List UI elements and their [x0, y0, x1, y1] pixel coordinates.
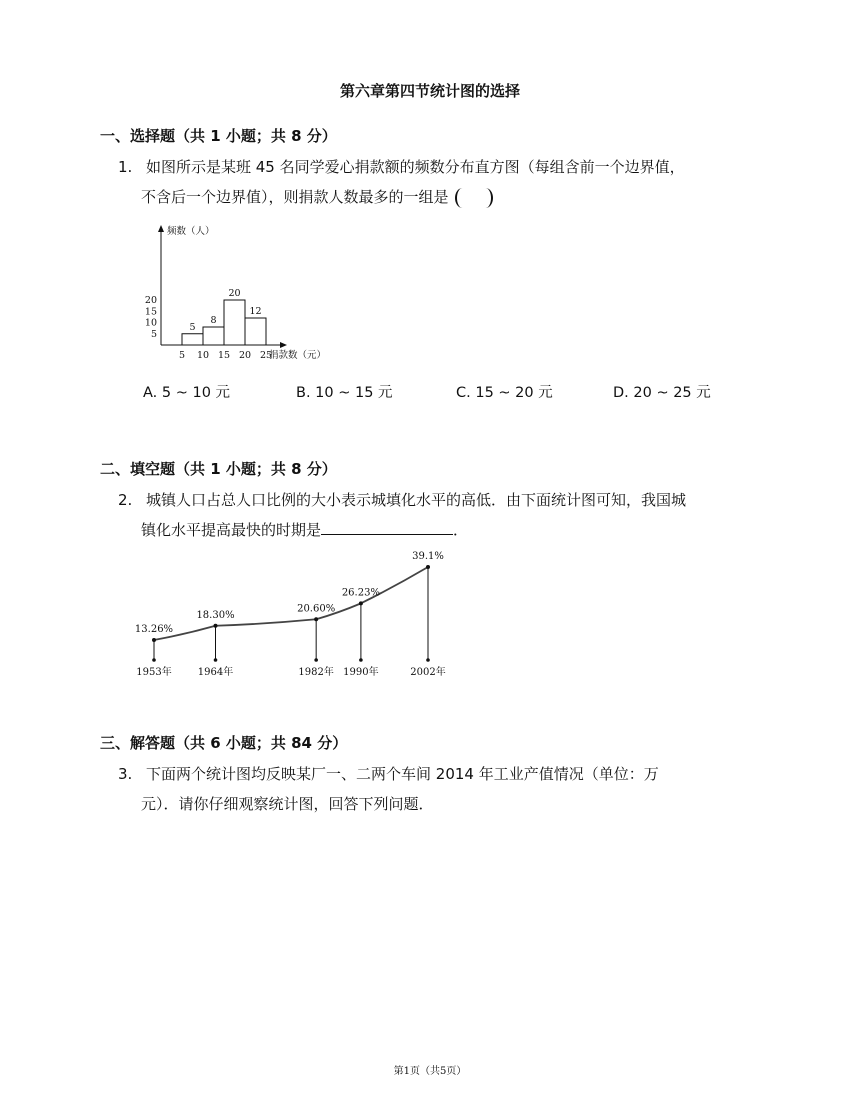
x-tick-label: 1982年 [298, 667, 334, 678]
bar-data-label: 8 [210, 315, 217, 326]
question-2-text-line1: 城镇人口占总人口比例的大小表示城填化水平的高低．由下面统计图可知，我国城 [146, 491, 687, 509]
page-footer: 第1页（共5页） [393, 1066, 467, 1077]
urbanization-series-line [154, 567, 428, 640]
data-point [152, 638, 156, 642]
section-heading-fill: 二、填空题（共 1 小题；共 8 分） [100, 460, 337, 478]
histogram-bar [224, 300, 245, 345]
x-tick-label: 15 [217, 350, 231, 361]
x-tick-label: 10 [196, 350, 210, 361]
data-point [214, 624, 218, 628]
question-1-number: 1. [118, 158, 133, 176]
question-2-period: ． [453, 521, 469, 539]
question-3-text-line1: 下面两个统计图均反映某厂一、二两个车间 2014 年工业产值情况（单位：万 [146, 765, 659, 783]
question-1-line2-text: 不含后一个边界值），则捐款人数最多的一组是 [141, 188, 449, 206]
option-d[interactable]: D. 20 ~ 25 元 [613, 385, 711, 401]
answer-blank[interactable] [321, 518, 453, 535]
histogram-bar [182, 334, 203, 345]
x-tick-label: 20 [238, 350, 252, 361]
data-point [426, 565, 430, 569]
section-heading-choice: 一、选择题（共 1 小题；共 8 分） [100, 127, 337, 145]
data-point [359, 601, 363, 605]
data-label: 39.1% [412, 551, 444, 562]
option-b[interactable]: B. 10 ~ 15 元 [296, 385, 393, 401]
x-tick-label: 5 [178, 350, 186, 361]
section-heading-answer: 三、解答题（共 6 小题；共 84 分） [100, 734, 348, 752]
baseline-point [359, 658, 363, 662]
baseline-point [314, 658, 318, 662]
x-tick-label: 1953年 [136, 667, 172, 678]
urbanization-line-chart [120, 540, 460, 685]
data-label: 20.60% [297, 603, 336, 615]
question-2-line2-text: 镇化水平提高最快的时期是 [141, 521, 322, 539]
baseline-point [214, 658, 218, 662]
x-tick-label: 1990年 [343, 667, 379, 678]
y-tick-label: 15 [144, 306, 157, 318]
histogram-bar [245, 318, 266, 345]
x-tick-label: 2002年 [410, 667, 446, 678]
x-tick-label: 1964年 [197, 667, 234, 678]
question-1-text-line2 [141, 183, 493, 212]
bar-data-label: 20 [228, 288, 241, 299]
y-tick-label: 5 [150, 328, 157, 340]
histogram-chart [140, 222, 350, 364]
y-tick-label: 20 [144, 295, 157, 306]
question-2-number: 2. [118, 491, 133, 509]
data-point [314, 617, 318, 621]
y-axis-label: 频数（人） [167, 226, 215, 237]
y-axis-arrow [158, 225, 164, 232]
question-3-text-line2: 元）．请你仔细观察统计图，回答下列问题． [141, 795, 434, 813]
answer-bracket[interactable] [455, 188, 493, 208]
question-1-text-line1: 如图所示是某班 45 名同学爱心捐款额的频数分布直方图（每组含前一个边界值， [146, 158, 685, 176]
data-label: 26.23% [341, 587, 380, 599]
page-title: 第六章第四节统计图的选择 [339, 82, 520, 100]
option-a[interactable]: A. 5 ~ 10 元 [143, 385, 231, 401]
data-label: 13.26% [134, 624, 174, 635]
data-label: 18.30% [196, 609, 235, 621]
x-axis-label: 捐款数（元） [269, 350, 327, 361]
baseline-point [426, 658, 430, 662]
x-axis-arrow [280, 342, 287, 348]
bar-data-label: 12 [249, 306, 262, 317]
option-c[interactable]: C. 15 ~ 20 元 [456, 385, 553, 401]
question-3-number: 3. [118, 765, 133, 783]
baseline-point [152, 658, 156, 662]
y-tick-label: 10 [144, 317, 157, 329]
bar-data-label: 5 [189, 321, 196, 333]
x-tick-label: 25 [259, 350, 273, 361]
histogram-bar [203, 327, 224, 345]
